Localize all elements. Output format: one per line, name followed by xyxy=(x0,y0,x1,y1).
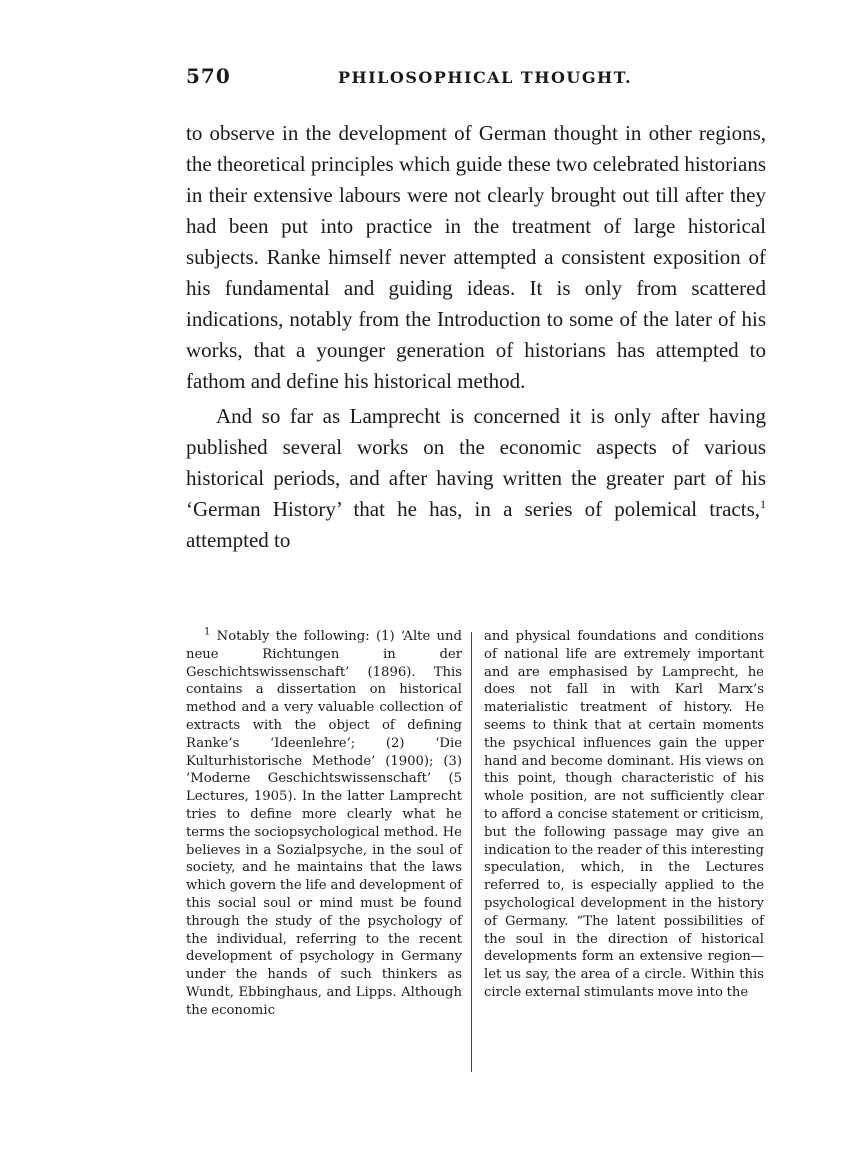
running-title: PHILOSOPHICAL THOUGHT. xyxy=(338,68,633,87)
footnote-reference: 1 xyxy=(760,497,766,511)
footnote-text-left xyxy=(186,628,462,1020)
paragraph-2-tail: attempted to xyxy=(186,528,291,552)
running-head xyxy=(186,64,766,94)
page-number: 570 xyxy=(186,64,231,88)
footnote-text-right: and physical foundations and conditions of national life are extremely important and are emphasised by Lamprecht, he does not fall in with Karl Marx’s materialistic treatment of history. He seems to think that at certain moments the psychical influences gain the upper hand and become dominant. His views on this point, though characteristic of his whole position, are not sufficiently clear to afford a concise statement or criticism, but the following passage may give an indication to the reader of this interesting speculation, which, in the Lectures referred to, is especially applied to the psychological development in the history of Germany. “The latent possibilities of the soul in the direction of historical developments form an extensive region—let us say, the area of a circle. Within this circle external stimulants move into the xyxy=(484,629,764,1000)
footnote-right-column xyxy=(484,628,764,1002)
column-divider xyxy=(471,632,472,1072)
footnote-marker: 1 xyxy=(204,626,211,638)
body-paragraph-1: to observe in the development of German thought in other regions, the theoretical principles which guide these two celebrated historians in their extensive labours were not clearly brought out till after they had been put into practice in the treatment of large historical subjects. Ranke himself never attempted a consistent exposition of his fundamental and guiding ideas. It is only from scattered indications, notably from the Introduction to some of the later of his works, that a younger generation of historians has attempted to fathom and define his historical method. xyxy=(186,121,766,393)
body-paragraph-2 xyxy=(186,401,766,556)
footnote-left-text: Notably the following: (1) ‘Alte und neue Richtungen in der Geschichtswissenschaft’ (1896). This contains a dissertation on historical method and a very valuable collection of extracts with the object of defining Ranke’s ‘Ideenlehre’; (2) ‘Die Kulturhistorische Methode’ (1900); (3) ‘Moderne Geschichtswissenschaft’ (5 Lectures, 1905). In the latter Lamprecht tries to define more clearly what he terms the sociopsychological method. He believes in a Sozialpsyche, in the soul of society, and he maintains that the laws which govern the life and development of this social soul or mind must be found through the study of the psychology of the individual, referring to the recent development of psychology in Germany under the hands of such thinkers as Wundt, Ebbinghaus, and Lipps. Although the economic xyxy=(186,629,462,1018)
footnote-left-column xyxy=(186,628,462,1020)
paragraph-2-text: And so far as Lamprecht is concerned it is only after having published several works on the economic aspects of various historical periods, and after having written the greater part of his ‘German History’ that he has, in a series of polemical tracts, xyxy=(186,404,766,521)
footnotes xyxy=(186,628,766,1080)
main-text xyxy=(186,118,766,556)
